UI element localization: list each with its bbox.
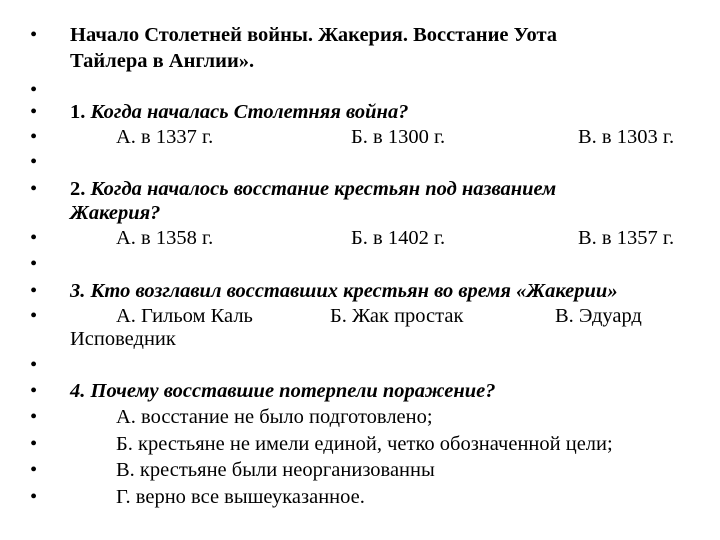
q1-option-c: В. в 1303 г. xyxy=(578,126,675,148)
question-1-options xyxy=(0,124,720,150)
question-4-text: 4. Почему восставшие потерпели поражение? xyxy=(70,380,496,402)
question-1-prefix: 1. xyxy=(70,101,91,123)
empty-line xyxy=(0,352,720,378)
question-2-options xyxy=(0,225,720,251)
question-1 xyxy=(0,99,720,125)
empty-line xyxy=(0,251,720,277)
q4-option-b: Б. крестьяне не имели единой, четко обозначенной цели; xyxy=(116,433,613,455)
question-3-text: 3. Кто возглавил восставших крестьян во время «Жакерии» xyxy=(70,280,618,302)
bullet xyxy=(30,278,42,304)
question-2-text-cont: Жакерия? xyxy=(70,202,161,224)
empty-line xyxy=(0,149,720,175)
q2-option-a: А. в 1358 г. xyxy=(116,227,214,249)
question-2-body: Когда началось восстание крестьян под названием xyxy=(90,178,557,200)
question-4 xyxy=(0,378,720,404)
bullet xyxy=(30,404,42,430)
bullet xyxy=(30,484,42,510)
q2-option-c: В. в 1357 г. xyxy=(578,227,675,249)
title-text: Начало Столетней войны. Жакерия. Восстание Уота xyxy=(70,24,558,46)
bullet xyxy=(30,22,42,48)
question-3 xyxy=(0,278,720,304)
q4-option-c-line xyxy=(0,457,720,483)
bullet xyxy=(30,352,42,378)
q3-option-a: А. Гильом Каль xyxy=(116,305,253,327)
bullet xyxy=(30,176,42,202)
question-2-cont xyxy=(0,200,720,226)
q2-option-b: Б. в 1402 г. xyxy=(351,227,446,249)
question-2-text xyxy=(70,176,556,202)
q4-option-c: В. крестьяне были неорганизованны xyxy=(116,459,435,481)
q4-option-b-line xyxy=(0,431,720,457)
q1-option-b: Б. в 1300 г. xyxy=(351,126,446,148)
q4-option-d-line xyxy=(0,484,720,510)
q4-option-d: Г. верно все вышеуказанное. xyxy=(116,486,365,508)
q3-option-c-cont: Исповедник xyxy=(70,328,176,350)
question-2 xyxy=(0,176,720,202)
bullet xyxy=(30,149,42,175)
q1-option-a: А. в 1337 г. xyxy=(116,126,214,148)
bullet xyxy=(30,225,42,251)
question-1-text xyxy=(70,99,408,125)
bullet xyxy=(30,99,42,125)
q4-option-a: А. восстание не было подготовлено; xyxy=(116,406,433,428)
question-3-options-cont xyxy=(0,326,720,352)
q4-option-a-line xyxy=(0,404,720,430)
bullet xyxy=(30,431,42,457)
title-text-cont: Тайлера в Англии». xyxy=(70,50,255,72)
bullet xyxy=(30,378,42,404)
q3-option-c: В. Эдуард xyxy=(555,305,642,327)
bullet xyxy=(30,124,42,150)
title-line-2 xyxy=(0,48,720,74)
bullet xyxy=(30,457,42,483)
bullet xyxy=(30,251,42,277)
question-1-body: Когда началась Столетняя война? xyxy=(90,101,409,123)
q3-option-b: Б. Жак простак xyxy=(330,305,464,327)
title-line-1 xyxy=(0,22,720,48)
question-2-prefix: 2. xyxy=(70,178,91,200)
